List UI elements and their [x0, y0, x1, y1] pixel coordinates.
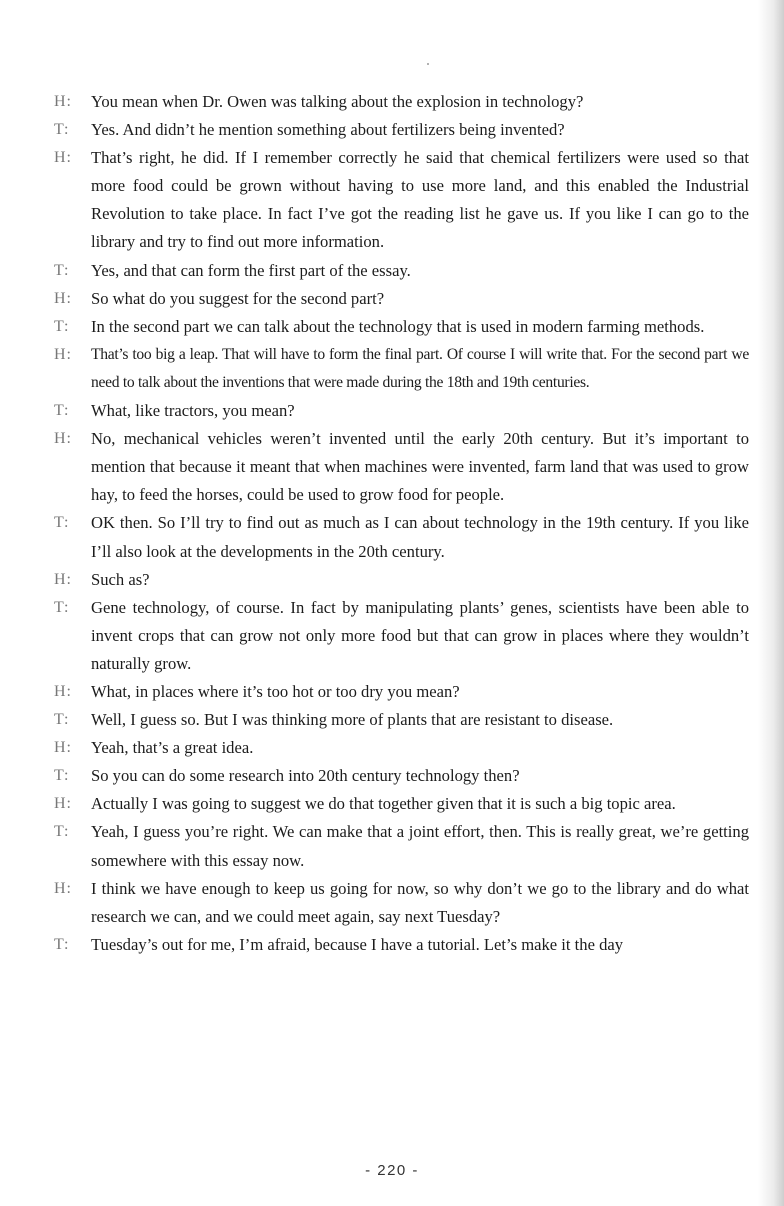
dialogue-turn	[0, 875, 749, 931]
dialogue-turn	[0, 790, 749, 818]
dialogue-turn	[0, 509, 749, 565]
speaker-label: H:	[54, 795, 72, 813]
dialogue-turn	[0, 341, 749, 397]
speaker-label: T:	[54, 121, 70, 139]
turn-text: So what do you suggest for the second part?	[91, 288, 385, 308]
turn-text: Such as?	[91, 569, 150, 589]
turn-text: Well, I guess so. But I was thinking more of plants that are resistant to disease.	[91, 710, 614, 730]
turn-text: Tuesday’s out for me, I’m afraid, because I have a tutorial. Let’s make it the day	[91, 934, 624, 954]
speaker-label: H:	[54, 682, 72, 700]
speaker-label: T:	[54, 935, 70, 953]
turn-text: Yes, and that can form the first part of the essay.	[91, 260, 411, 280]
dialogue-turn	[0, 313, 749, 341]
speaker-label: T:	[54, 514, 70, 532]
speaker-label: H:	[54, 93, 72, 110]
speaker-label: T:	[54, 317, 70, 335]
turn-text: OK then. So I’ll try to find out as much as I can about technology in the 19th century. If you like I’ll also look at the developments in the 20th century.	[91, 513, 749, 561]
dialogue-turn	[0, 931, 749, 959]
dialogue-turn	[0, 594, 749, 678]
dialogue-transcript	[0, 88, 784, 959]
turn-text: In the second part we can talk about the technology that is used in modern farming methods.	[91, 316, 705, 336]
speaker-label: T:	[54, 823, 70, 841]
speaker-label: H:	[54, 570, 72, 588]
dialogue-turn	[0, 116, 749, 144]
turn-text: That’s right, he did. If I remember correctly he said that chemical fertilizers were used so that more food could be grown without having to use more land, and this enabled the Industrial Revolution to take place. In fact I’ve got the reading list he gave us. If you like I can go to the library and try to find out more information.	[91, 148, 749, 252]
dialogue-turn	[0, 425, 749, 509]
speaker-label: H:	[54, 879, 72, 897]
dialogue-turn	[0, 762, 749, 790]
speaker-label: T:	[54, 598, 70, 616]
turn-text: What, in places where it’s too hot or too dry you mean?	[91, 681, 460, 701]
dialogue-turn	[0, 734, 749, 762]
turn-text: I think we have enough to keep us going for now, so why don’t we go to the library and do what research we can, and we could meet again, say next Tuesday?	[91, 878, 749, 926]
speaker-label: H:	[54, 289, 72, 307]
speaker-label: T:	[54, 402, 70, 420]
dialogue-turn	[0, 566, 749, 594]
dialogue-turn	[0, 397, 749, 425]
turn-text: Yes. And didn’t he mention something about fertilizers being invented?	[91, 120, 565, 140]
turn-text: Actually I was going to suggest we do that together given that it is such a big topic area.	[91, 794, 676, 814]
dialogue-turn	[0, 257, 749, 285]
dialogue-turn	[0, 144, 749, 256]
turn-text: You mean when Dr. Owen was talking about the explosion in technology?	[91, 92, 584, 111]
page-number: - 220 -	[365, 1162, 419, 1179]
turn-text: What, like tractors, you mean?	[91, 401, 295, 421]
dialogue-turn	[0, 285, 749, 313]
dialogue-turn	[0, 678, 749, 706]
speaker-label: H:	[54, 430, 72, 448]
dialogue-turn	[0, 88, 749, 116]
dialogue-turn	[0, 706, 749, 734]
speaker-label: T:	[54, 711, 70, 729]
turn-text: That’s too big a leap. That will have to form the final part. Of course I will write that. For the second part we need to talk about the inventions that were made during the 18th and 19th centuries.	[91, 345, 749, 391]
turn-text: Yeah, I guess you’re right. We can make that a joint effort, then. This is really great, we’re getting somewhere with this essay now.	[91, 822, 749, 870]
speaker-label: H:	[54, 345, 72, 363]
speaker-label: H:	[54, 149, 72, 167]
dialogue-turn	[0, 818, 749, 874]
speaker-label: T:	[54, 767, 70, 785]
turn-text: Yeah, that’s a great idea.	[91, 738, 254, 758]
speaker-label: T:	[54, 261, 70, 279]
turn-text: No, mechanical vehicles weren’t invented until the early 20th century. But it’s important to mention that because it meant that when machines were invented, farm land that was used to grow hay, to feed the horses, could be used to grow food for people.	[91, 429, 749, 505]
speaker-label: H:	[54, 739, 72, 757]
turn-text: So you can do some research into 20th century technology then?	[91, 766, 520, 786]
scan-speck	[427, 63, 429, 65]
turn-text: Gene technology, of course. In fact by manipulating plants’ genes, scientists have been able to invent crops that can grow not only more food but that can grow in places where they wouldn’t naturally grow.	[91, 597, 749, 673]
